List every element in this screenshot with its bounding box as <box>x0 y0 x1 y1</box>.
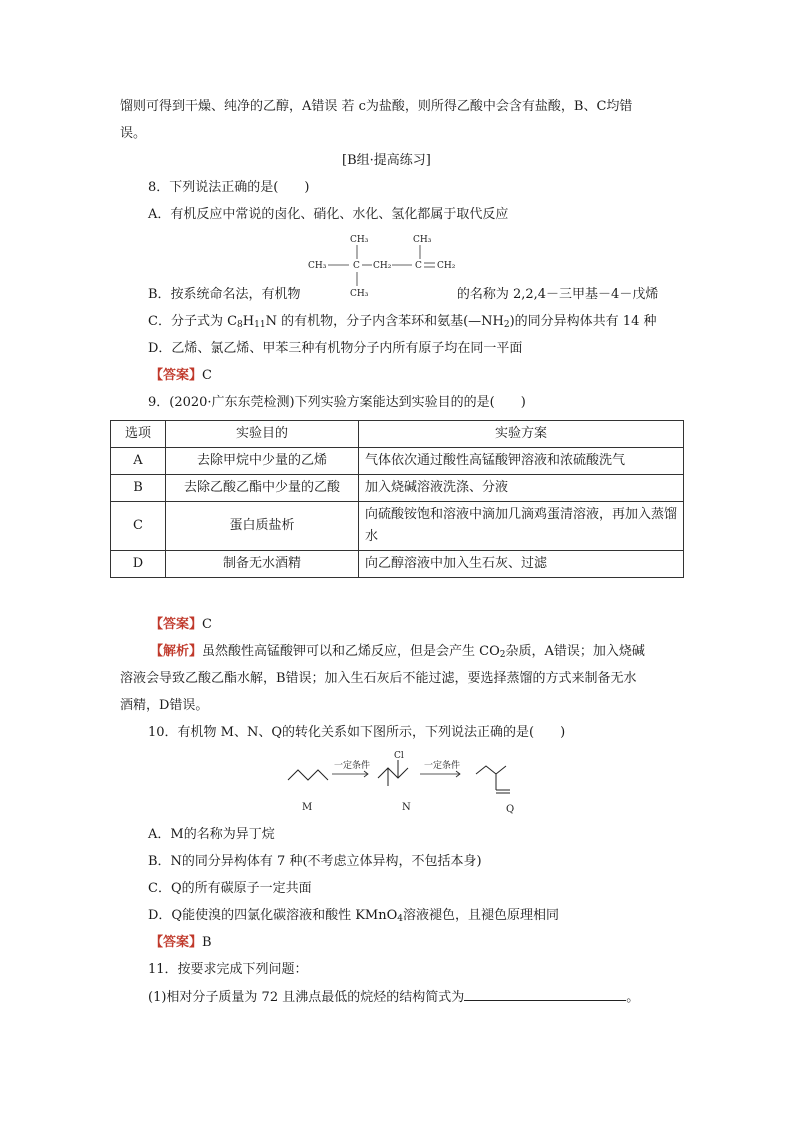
q8-option-c: C．分子式为 $C_8H_{11}N$ 的有机物，分子内含苯环和氨基$(—NH_2)$的同分异构体共有 14 种 <box>148 314 657 330</box>
molecule-m <box>288 770 328 780</box>
table-row: D 制备无水酒精 向乙醇溶液中加入生石灰、过滤 <box>111 551 684 578</box>
q8-option-d: D．乙烯、氯乙烯、甲苯三种有机物分子内所有原子均在同一平面 <box>148 341 523 356</box>
struct-c1: C <box>353 261 360 271</box>
q8-answer <box>150 367 212 385</box>
q10-answer: 【答案】B <box>150 935 212 950</box>
q10-option-d: D．Q能使溴的四氯化碳溶液和酸性 KMnO$_4$溶液褪色，且褪色原理相同 <box>148 908 560 924</box>
condition-2: 一定条件 <box>424 761 461 771</box>
answer-blank[interactable] <box>464 988 626 1001</box>
q9-analysis-line-2: 溶液会导致乙酸乙酯水解，B错误；加入生石灰后不能过滤，要选择蒸馏的方式来制备无水 <box>120 671 637 686</box>
table-header: 实验方案 <box>359 421 684 448</box>
table-header: 实验目的 <box>166 421 359 448</box>
label-q: Q <box>506 804 515 815</box>
struct-ch3-top-1: CH₃ <box>350 235 369 245</box>
experiment-table <box>110 420 684 578</box>
struct-ch3-bottom: CH₃ <box>350 289 369 299</box>
answer-value: C <box>202 368 212 383</box>
reaction-scheme <box>280 748 560 818</box>
q9-analysis-line-1: 【解析】虽然酸性高锰酸钾可以和乙烯反应，但是会产生 $CO_2$杂质，A错误；加入烧碱 <box>150 644 645 660</box>
q11-stem: 11．按要求完成下列问题： <box>148 962 308 977</box>
label-cl: Cl <box>394 751 404 761</box>
table-row: A 去除甲烷中少量的乙烯 气体依次通过酸性高锰酸钾溶液和浓硫酸洗气 <box>111 448 684 475</box>
struct-ch2: CH₂ <box>373 261 392 271</box>
q8-option-b-suffix: 的名称为 2,2,4－三甲基－4－戊烯 <box>456 287 659 302</box>
condition-1: 一定条件 <box>334 761 371 771</box>
q8-option-b-prefix: B．按系统命名法，有机物 <box>148 287 301 302</box>
q9-stem: 9．(2020·广东东莞检测)下列实验方案能达到实验目的的是( ) <box>148 395 526 410</box>
label-n: N <box>402 802 411 813</box>
q10-option-b: B．N的同分异构体有 7 种(不考虑立体异构，不包括本身) <box>148 854 482 869</box>
q8-stem: 8．下列说法正确的是( ) <box>148 180 310 195</box>
answer-label: 【答案】 <box>150 368 203 383</box>
table-header: 选项 <box>111 421 166 448</box>
label-m: M <box>302 802 313 813</box>
struct-c2: C <box>415 261 422 271</box>
molecule-n <box>378 768 408 778</box>
struct-ch3-left: CH₃ <box>308 261 327 271</box>
q9-answer: 【答案】C <box>150 617 212 632</box>
table-header-row <box>111 421 684 448</box>
q10-option-a: A．M的名称为异丁烷 <box>148 827 275 842</box>
table-row: B 去除乙酸乙酯中少量的乙酸 加入烧碱溶液洗涤、分液 <box>111 475 684 502</box>
struct-ch3-top-2: CH₃ <box>413 235 432 245</box>
q10-stem: 10．有机物 M、N、Q的转化关系如下图所示，下列说法正确的是( ) <box>148 725 566 740</box>
intro-line-1: 馏则可得到干燥、纯净的乙醇，A错误 若 c为盐酸，则所得乙酸中会含有盐酸，B、C均错 <box>120 99 633 114</box>
q11-part-1: (1)相对分子质量为 72 且沸点最低的烷烃的结构简式为 。 <box>148 990 640 1005</box>
molecule-q <box>476 766 506 774</box>
table-row: C 蛋白质盐析 向硫酸铵饱和溶液中滴加几滴鸡蛋清溶液，再加入蒸馏水 <box>111 502 684 551</box>
q10-option-c: C．Q的所有碳原子一定共面 <box>148 881 312 896</box>
struct-ch2-end: CH₂ <box>437 261 456 271</box>
q9-analysis-line-3: 酒精，D错误。 <box>120 698 209 713</box>
q8-option-a: A．有机反应中常说的卤化、硝化、水化、氢化都属于取代反应 <box>148 207 509 222</box>
section-title: [B组·提高练习] <box>342 153 431 168</box>
intro-line-2: 误。 <box>120 126 147 141</box>
q8-option-b <box>148 286 658 304</box>
